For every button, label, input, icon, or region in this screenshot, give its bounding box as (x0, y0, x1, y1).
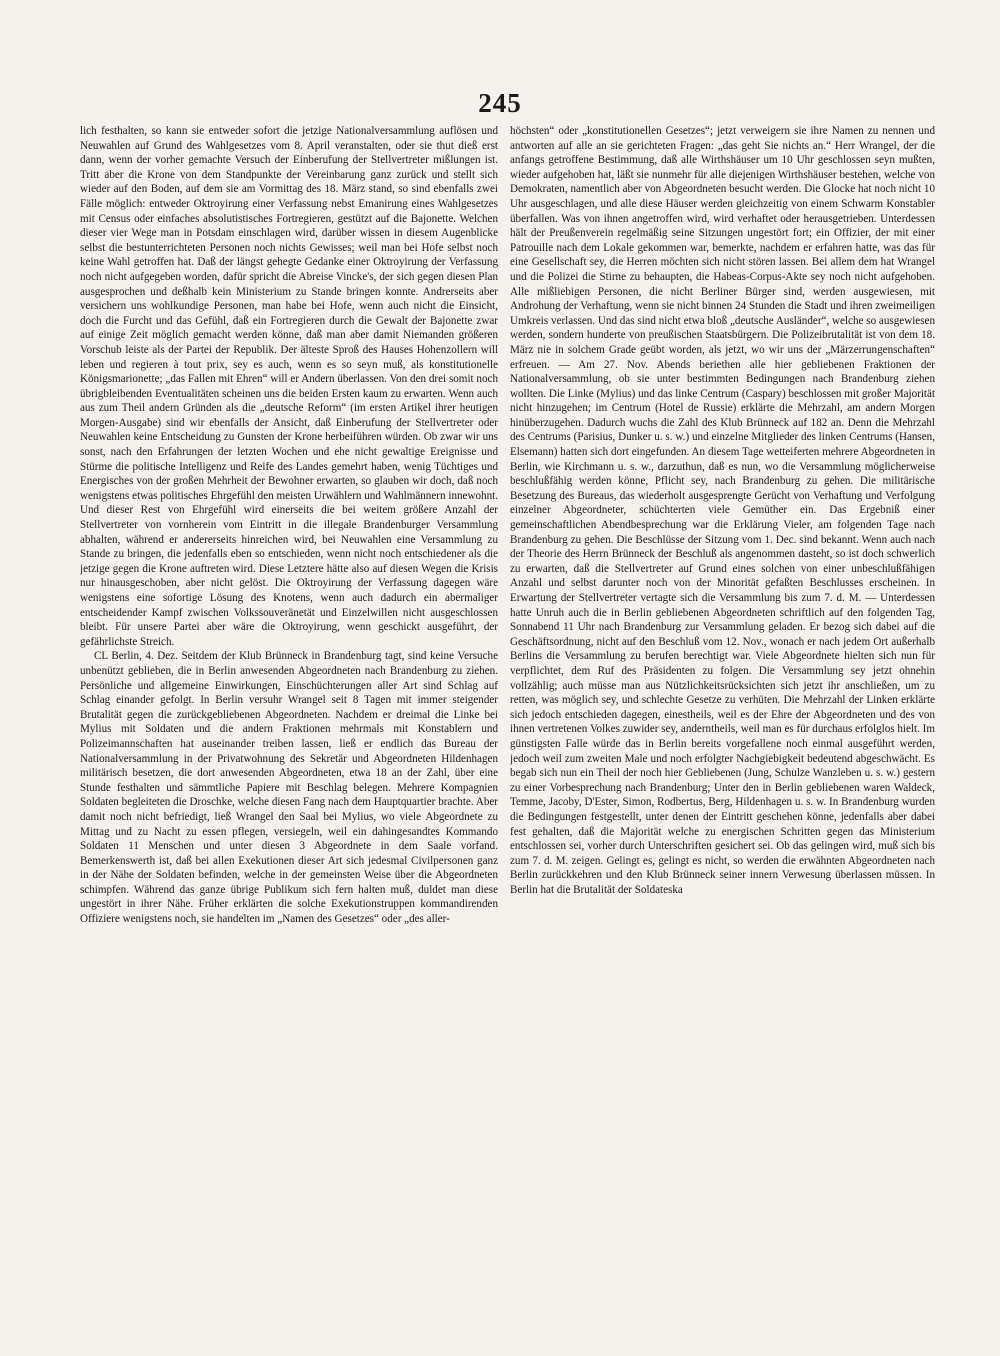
article-paragraph: CL Berlin, 4. Dez. Seitdem der Klub Brünneck in Brandenburg tagt, sind keine Versuche unbenützt geblieben, die in Berlin anwesenden Abgeordneten nach Brandenburg zu ziehen. Persönliche und allgemeine Einwirkungen, Einschüchterungen aller Art sind Schlag auf Schlag einander gefolgt. In Berlin versuhr Wrangel seit 8 Tagen mit immer steigender Brutalität gegen die zurückgebliebenen Abgeordneten. Nachdem er dreimal die Linke bei Mylius mit Soldaten und die andern Fraktionen mehrmals mit Konstablern und Polizeimannschaften hat auseinander treiben lassen, ließ er endlich das Bureau der Nationalversammlung in der Privatwohnung des Sekretär und Abgeordneten Hildenhagen militärisch besetzen, die dort anwesenden Abgeordneten, etwa 18 an der Zahl, über eine Stunde festhalten und sämmtliche Papiere mit Beschlag belegen. Mehrere Kompagnien Soldaten begleiteten die Droschke, welche diesen Fang nach dem Hauptquartier brachte. Aber damit noch nicht befriedigt, ließ Wrangel den Saal bei Mylius, wo viele Abgeordnete zu Mittag und zu Nacht zu essen pflegen, versiegeln, weil ein dahingesandtes Kommando Soldaten 11 Menschen und unter diesen 3 Abgeordnete in dem Saale vorfand. Bemerkenswerth ist, daß bei allen Exekutionen dieser Art sich jedesmal Civilpersonen ganz in der Nähe der Soldaten befinden, welche in der gemeinsten Weise über die Abgeordneten schimpfen. Während das ganze übrige Publikum sich fern halten muß, duldet man diese ungestört in ihrer Nähe. Früher erklärten die solche Exekutionstruppen kommandirenden Offiziere wenigstens noch, sie handelten im „Namen des Gesetzes“ oder „des aller- (80, 650, 498, 926)
right-column (510, 124, 935, 1334)
left-column (80, 124, 498, 1334)
page-number: 245 (478, 88, 522, 118)
article-paragraph: höchsten“ oder „konstitutionellen Gesetzes“; jetzt verweigern sie ihre Namen zu nennen und antworten auf alle an sie gerichteten Fragen: „das geht Sie nichts an.“ Herr Wrangel, der die anfangs getroffene Bestimmung, daß alle Wirthshäuser um 10 Uhr geschlossen seyn mußten, wieder aufgehoben hat, läßt sie nunmehr für alle diejenigen Wirthshäuser bestehen, welche von Demokraten, namentlich aber von Abgeordneten besucht werden. Die Glocke hat noch nicht 10 Uhr ausgeschlagen, und alle diese Häuser werden gleichzeitig von einem Schwarm Konstabler überfallen. Was von ihnen angetroffen wird, wird verhaftet oder herausgetrieben. Unterdessen hält der Preußenverein regelmäßig seine Sitzungen ungestört fort; ein Offizier, der mit einer Patrouille nach dem Lokale gekommen war, bemerkte, nachdem er erfahren hatte, was das für eine Gesellschaft sey, die Herren möchten sich nicht stören lassen. Bei allem dem hat Wrangel und die Polizei die Stirne zu behaupten, die Habeas-Corpus-Akte sey noch nicht aufgehoben. Alle mißliebigen Personen, die nicht Berliner Bürger sind, werden ausgewiesen, mit Androhung der Verhaftung, wenn sie nicht binnen 24 Stunden die Stadt und ihren zweimeiligen Umkreis verlassen. Und das sind nicht etwa bloß „deutsche Ausländer“, welche so ausgewiesen werden, sondern hunderte von preußischen Staatsbürgern. Die Polizeibrutalität ist von dem 18. März nie in solchem Grade geübt worden, als jetzt, wo wir uns der „Märzerrungenschaften“ erfreuen. — Am 27. Nov. Abends beriethen alle hier gebliebenen Fraktionen der Nationalversammlung, ob sie unter bestimmten Bedingungen nach Brandenburg ziehen wollten. Die Linke (Mylius) und das linke Centrum (Caspary) beschlossen mit großer Majorität nicht hinzugehen; im Centrum (Hotel de Russie) erklärte die Mehrzahl, am andern Morgen hinüberzugehen. Dadurch wuchs die Zahl des Klub Brünneck auf 182 an. Denn die Mehrzahl des Centrums (Parisius, Dunker u. s. w.) und einzelne Mitglieder des linken Centrums (Hansen, Elsemann) hatten sich dort eingefunden. An diesem Tage wetteiferten mehrere Abgeordneten in Berlin, wie Kirchmann u. s. w., darzuthun, daß es nun, wo die Versammlung möglicherweise beschlußfähig werden könne, Pflicht sey, nach Brandenburg zu gehen. Die militärische Besetzung des Bureaus, das wiederholt ausgesprengte Gerücht von Verhaftung und Verfolgung einzelner Abgeordneter, schüchterten viele Gemüther ein. Das Ergebniß einer gemeinschaftlichen Abendbesprechung war die Erklärung Vieler, am folgenden Tage nach Brandenburg zu gehen. Die Beschlüsse der Sitzung vom 1. Dec. sind bekannt. Wenn auch nach der Theorie des Herrn Brünneck der Beschluß als angenommen dasteht, so ist doch schwerlich zu erwarten, daß die Stellvertreter auf Grund eines solchen von einer unbeschlußfähigen Anzahl und selbst darunter noch von der Minorität gefaßten Beschlusses erscheinen. In Erwartung der Stellvertreter vertagte sich die Versammlung bis zum 7. d. M. — Unterdessen hatte Unruh auch die in Berlin gebliebenen Abgeordneten schriftlich auf den folgenden Tag, Sonnabend 11 Uhr nach Brandenburg zur Versammlung geladen. Er bezog sich dabei auf die Geschäftsordnung, nicht auf den Beschluß vom 12. Nov., wonach er nach jedem Ort außerhalb Berlins die Versammlung zu berufen berechtigt war. Viele Abgeordnete hielten sich nun für verpflichtet, dem Ruf des Präsidenten zu folgen. Die Versammlung sey jetzt ohnehin vollzählig; auch müsse man aus Nützlichkeitsrücksichten sich jetzt ihr anschließen, um zu retten, was möglich sey, und schlechte Gesetze zu verhüten. Die Mehrzahl der Linken erklärte sich jedoch entschieden dagegen, einestheils, weil es der Ehre der Abgeordneten und des von ihnen vertretenen Volkes zuwider sey, anderntheils, weil man es für durchaus erfolglos hielt. Im günstigsten Falle würde das in Berlin bereits vorgefallene noch einmal ausgeführt werden, jedoch weil zum zweiten Male und noch erfolgter Nachgiebigkeit bedeutend abgeschwächt. Es begab sich nun ein Theil der noch hier Gebliebenen (Jung, Schulze Wanzleben u. s. w.) gestern zu einer Vorbesprechung nach Brandenburg; Unter den in Berlin gebliebenen waren Waldeck, Temme, Jacoby, D'Ester, Simon, Rodbertus, Berg, Hildenhagen u. s. w. In Brandenburg wurden die Bedingungen festgestellt, unter denen der Eintritt geschehen könne, jedenfalls aber dabei fest gehalten, daß die Majorität welche zu energischen Schritten gegen das Ministerium entschlossen sei, vorher durch Unterschriften gesichert sei. Ob das gelingen wird, muß sich bis zum 7. d. M. zeigen. Gelingt es, gelingt es nicht, so werden die erwähnten Abgeordneten nach Berlin zurückkehren und den Klub Brünneck seiner innern Verwesung überlassen müssen. In Berlin hat die Brutalität der Soldateska (510, 125, 935, 896)
article-paragraph: lich festhalten, so kann sie entweder sofort die jetzige Nationalversammlung auflösen und Neuwahlen auf Grund des Wahlgesetzes vom 8. April veranstalten, oder sie thut dieß erst dann, wenn der vorher gemachte Versuch der Einberufung der Stellvertreter mißlungen ist. Tritt aber die Krone von dem Standpunkte der Vereinbarung ganz zurück und stellt sich wieder auf den Boden, auf dem sie am Vormittag des 18. März stand, so sind ebenfalls zwei Fälle möglich: entweder Oktroyirung einer Verfassung nebst Emanirung eines Wahlgesetzes mit Census oder einfaches absolutistisches Fortregieren, gestützt auf die Bajonette. Welchen dieser vier Wege man in Potsdam einschlagen wird, darüber wissen in diesem Augenblicke selbst die bestunterrichteten Personen noch nichts Gewisses; weil man bei Hofe selbst noch keine Wahl getroffen hat. Daß der längst gehegte Gedanke einer Oktroyirung der Verfassung noch nicht aufgegeben worden, dafür spricht die Abreise Vincke's, der sich gegen diesen Plan ausgesprochen und deßhalb kein Ministerium zu Stande bringen konnte. Andrerseits aber versichern uns wohlkundige Personen, man habe bei Hofe, wenn auch nicht die Einsicht, doch die Furcht und das Gefühl, daß ein Fortregieren durch die Gewalt der Bajonette zwar auf einige Zeit möglich gemacht werden könne, daß man aber damit Niemanden größeren Vorschub leiste als der Partei der Republik. Der älteste Sproß des Hauses Hohenzollern will leben und regieren à tout prix, sey es auch, wenn es so seyn muß, als konstitutionelle Königsmarionette; „das Fallen mit Ehren“ will er Andern überlassen. Von den drei somit noch übrigbleibenden Eventualitäten scheinen uns die beiden Ersten kaum zu erwarten. Wenn auch aus zum Theil andern Gründen als die „deutsche Reform“ (im ersten Artikel ihrer heutigen Morgen-Ausgabe) sind wir ebenfalls der Ansicht, daß Einberufung der Stellvertreter oder Neuwahlen keine Entscheidung zu Gunsten der Krone herbeiführen würden. Ob zwar wir uns sonst, nach den Erfahrungen der letzten Wochen und ehe nicht gewaltige Ereignisse und Stürme die politische Intelligenz und Reife des Landes gemehrt haben, wenig Tüchtiges und Energisches von der großen Mehrheit der Bewohner erwarten, so glauben wir doch, daß noch wenigstens etwas politisches Ehrgefühl den meisten Urwählern und Wahlmännern innewohnt. Und dieser Rest von Ehrgefühl wird einerseits die bei weitem größere Anzahl der Stellvertreter von vornherein vom Eintritt in die illegale Brandenburger Versammlung abhalten, während er andererseits hinreichen wird, bei Neuwahlen eine Versammlung zu Stande zu bringen, die jedenfalls eben so entschieden, wenn nicht noch entschiedener als die jetzige gegen die Krone auftreten wird. Diese Letztere hätte also auf diesen Wegen die Krisis nur hinausgeschoben, aber nicht gelöst. Die Oktroyirung der Verfassung dagegen wäre wenigstens eine sofortige Lösung des Knotens, wenn auch dadurch ein abermaliger entscheidender Kampf zwischen Volkssouveränetät und Einzelwillen nicht ausgeschlossen bleibt. Für unsere Partei aber wäre die Oktroyirung, wenn geschickt ausgeführt, der gefährlichste Streich. (80, 125, 498, 648)
